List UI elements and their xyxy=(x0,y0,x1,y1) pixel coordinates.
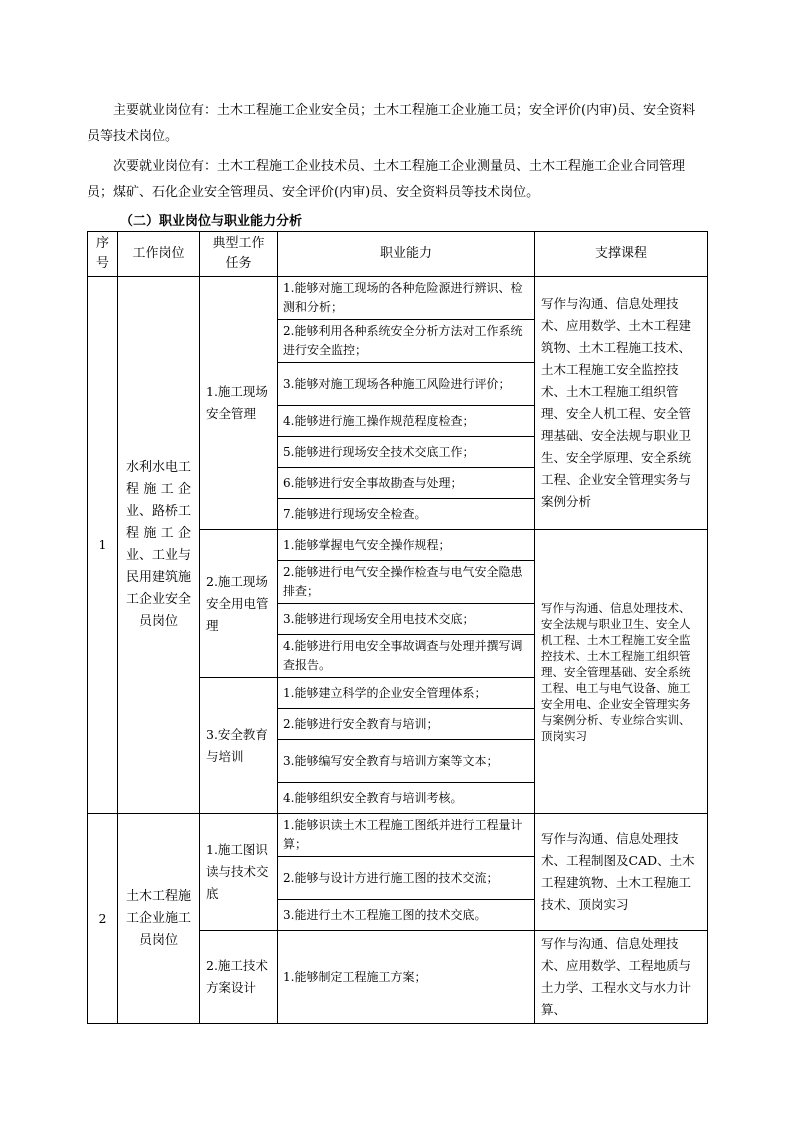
paragraph-secondary-jobs xyxy=(87,154,707,206)
row-task: 1.施工图识读与技术交底 xyxy=(200,814,278,931)
ability-item: 1.能够对施工现场的各种危险源进行辨识、检测和分析； xyxy=(278,277,535,320)
ability-item: 4.能够组织安全教育与培训考核。 xyxy=(278,783,535,814)
ability-item: 2.能够利用各种系统安全分析方法对工作系统进行安全监控； xyxy=(278,320,535,363)
ability-item: 3.能够进行现场安全用电技术交底； xyxy=(278,604,535,635)
header-task: 典型工作任务 xyxy=(200,232,278,277)
row-courses: 写作与沟通、信息处理技术、应用数学、工程地质与土力学、工程水文与水力计算、 xyxy=(535,931,708,1024)
row-task: 1.施工现场安全管理 xyxy=(200,277,278,530)
header-position: 工作岗位 xyxy=(118,232,200,277)
ability-item: 3.能够编写安全教育与培训方案等文本； xyxy=(278,740,535,783)
row-task: 2.施工现场安全用电管理 xyxy=(200,530,278,678)
ability-item: 5.能够进行现场安全技术交底工作； xyxy=(278,437,535,468)
header-course: 支撑课程 xyxy=(535,232,708,277)
table-row xyxy=(88,814,708,857)
row-courses: 写作与沟通、信息处理技术、安全法规与职业卫生、安全人机工程、土木工程施工安全监控技术、土木工程施工组织管理、安全管理基础、安全系统工程、电工与电气设备、施工安全用电、企业安全管理实务与案例分析、专业综合实训、顶岗实习 xyxy=(535,530,708,814)
row-position: 水利水电工程施工企业、路桥工程施工企业、工业与民用建筑施工企业安全员岗位 xyxy=(118,277,200,814)
paragraph-primary-jobs xyxy=(87,98,707,150)
ability-item: 7.能够进行现场安全检查。 xyxy=(278,499,535,530)
row-index: 2 xyxy=(88,814,118,1024)
row-courses: 写作与沟通、信息处理技术、工程制图及CAD、土木工程建筑物、土木工程施工技术、顶岗实习 xyxy=(535,814,708,931)
job-ability-table xyxy=(87,231,708,1024)
paragraph-text: 次要就业岗位有：土木工程施工企业技术员、土木工程施工企业测量员、土木工程施工企业合同管理员；煤矿、石化企业安全管理员、安全评价(内审)员、安全资料员等技术岗位。 xyxy=(87,159,686,200)
row-courses: 写作与沟通、信息处理技术、应用数学、土木工程建筑物、土木工程施工技术、土木工程施工安全监控技术、土木工程施工组织管理、安全人机工程、安全管理基础、安全法规与职业卫生、安全学原理、安全系统工程、企业安全管理实务与案例分析 xyxy=(535,277,708,530)
row-index: 1 xyxy=(88,277,118,814)
ability-item: 4.能够进行施工操作规范程度检查； xyxy=(278,406,535,437)
row-task: 3.安全教育与培训 xyxy=(200,678,278,814)
ability-item: 3.能进行土木工程施工图的技术交底。 xyxy=(278,900,535,931)
row-position: 土木工程施工企业施工员岗位 xyxy=(118,814,200,1024)
ability-item: 2.能够进行安全教育与培训； xyxy=(278,709,535,740)
table-header-row xyxy=(88,232,708,277)
ability-item: 1.能够掌握电气安全操作规程； xyxy=(278,530,535,561)
ability-item: 1.能够制定工程施工方案； xyxy=(278,931,535,1024)
ability-item: 2.能够进行电气安全操作检查与电气安全隐患排查； xyxy=(278,561,535,604)
row-task: 2.施工技术方案设计 xyxy=(200,931,278,1024)
header-ability: 职业能力 xyxy=(278,232,535,277)
ability-item: 2.能够与设计方进行施工图的技术交流； xyxy=(278,857,535,900)
ability-item: 3.能够对施工现场各种施工风险进行评价； xyxy=(278,363,535,406)
ability-item: 6.能够进行安全事故勘查与处理； xyxy=(278,468,535,499)
ability-item: 1.能够识读土木工程施工图纸并进行工程量计算； xyxy=(278,814,535,857)
header-index: 序号 xyxy=(88,232,118,277)
ability-item: 4.能够进行用电安全事故调查与处理并撰写调查报告。 xyxy=(278,635,535,678)
ability-item: 1.能够建立科学的企业安全管理体系； xyxy=(278,678,535,709)
section-title: （二）职业岗位与职业能力分析 xyxy=(120,214,303,229)
table-row xyxy=(88,277,708,320)
paragraph-text: 主要就业岗位有：土木工程施工企业安全员；土木工程施工企业施工员；安全评价(内审)员、安全资料员等技术岗位。 xyxy=(87,103,696,144)
